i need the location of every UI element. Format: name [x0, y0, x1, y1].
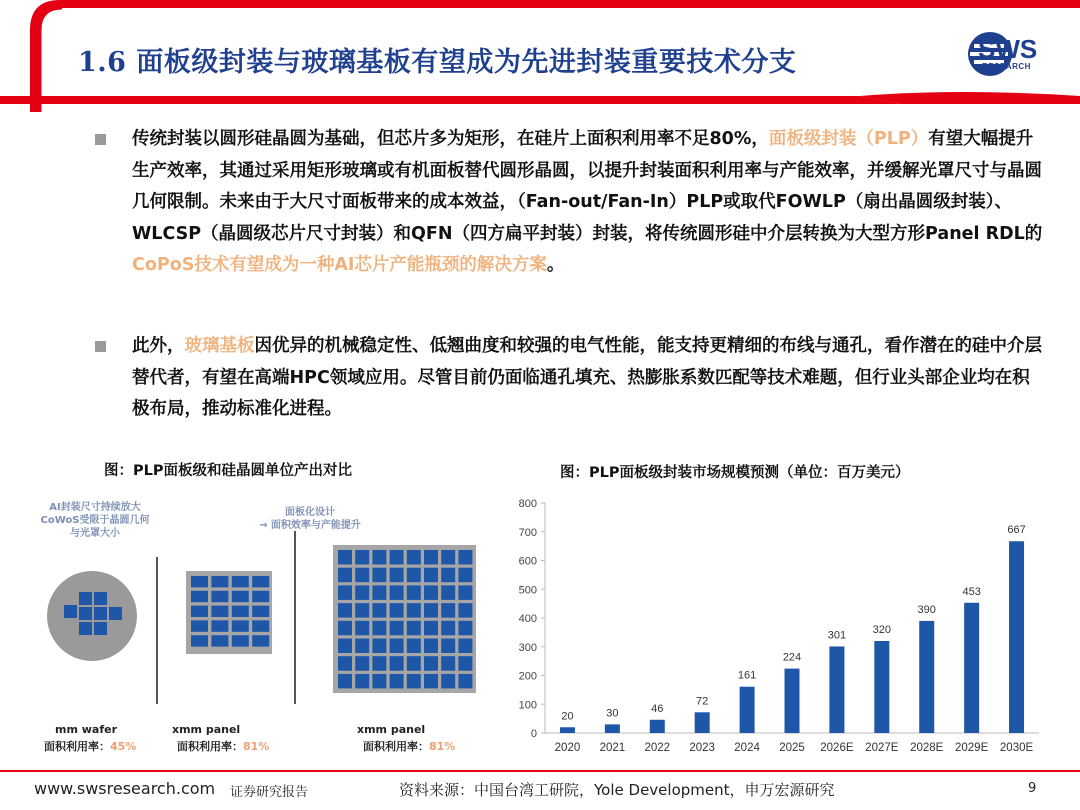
die-cell [191, 606, 208, 617]
bar [1009, 541, 1024, 733]
die-cell [338, 568, 352, 583]
bullet-1-text [132, 124, 1045, 282]
bar [650, 720, 665, 733]
y-tick-label: 300 [518, 641, 537, 654]
die-cell [424, 674, 438, 689]
die-cell [232, 620, 249, 631]
die-cell [390, 621, 404, 636]
bullet-square-icon [95, 134, 106, 145]
bar [874, 641, 889, 733]
bullet-1 [95, 124, 1045, 282]
die-cell [424, 621, 438, 636]
bar [785, 669, 800, 733]
die-cell [407, 550, 421, 565]
die-cell [372, 674, 386, 689]
large-panel-illustration [333, 545, 476, 693]
x-tick-label: 2025 [779, 742, 805, 754]
footer-divider [0, 770, 1080, 772]
die-cell [338, 656, 352, 671]
die-cell [338, 674, 352, 689]
die-cell [211, 576, 228, 587]
large-panel-metric [363, 738, 455, 754]
die-cell [211, 606, 228, 617]
x-tick-label: 2020 [554, 742, 581, 754]
metric-label: 面积利用率： [44, 740, 110, 753]
die-cell [372, 621, 386, 636]
die-cell [407, 656, 421, 671]
die-cell [441, 621, 455, 636]
die-cell [441, 550, 455, 565]
die-cell [232, 591, 249, 602]
bar [695, 712, 710, 733]
body-text: 传统封装以圆形硅晶圆为基础，但芯片多为矩形，在硅片上面积利用率不足80%， [132, 129, 769, 149]
die-cell [191, 576, 208, 587]
metric-value: 45% [110, 740, 137, 753]
die-cell [191, 635, 208, 646]
die-cell [232, 576, 249, 587]
die-cell [252, 635, 269, 646]
y-tick-label: 100 [518, 699, 537, 712]
die-cell [458, 568, 472, 583]
die-cell [372, 550, 386, 565]
large-panel-name: xmm panel [357, 723, 426, 736]
die-cell [232, 635, 249, 646]
die-cell [458, 621, 472, 636]
die-cell [424, 585, 438, 600]
die-cell [441, 656, 455, 671]
bullet-2 [95, 331, 1045, 426]
x-tick-label: 2021 [599, 742, 626, 754]
x-tick-label: 2028E [910, 742, 944, 754]
die-cell [372, 585, 386, 600]
data-label: 453 [962, 585, 981, 598]
die-cell [355, 639, 369, 654]
wafer-name: mm wafer [55, 723, 118, 736]
die-cell [458, 674, 472, 689]
die-cell [441, 674, 455, 689]
data-label: 20 [561, 710, 574, 723]
die-cell [252, 620, 269, 631]
divider-line [294, 531, 296, 704]
data-label: 46 [651, 702, 664, 715]
die-cell [458, 585, 472, 600]
label-line: 与光罩大小 [70, 528, 120, 539]
right-figure-caption: 图：PLP面板级封装市场规模预测（单位：百万美元） [560, 465, 910, 481]
die-cell [424, 656, 438, 671]
footer-source: 资料来源：中国台湾工研院，Yole Development，申万宏源研究 [399, 781, 835, 799]
die-cell [458, 656, 472, 671]
die-cell [407, 621, 421, 636]
die-cell [355, 603, 369, 618]
data-label: 30 [606, 707, 619, 720]
x-tick-label: 2030E [999, 742, 1034, 754]
highlight-text: 玻璃基板 [184, 336, 255, 356]
die-cell [252, 591, 269, 602]
die-cell [407, 568, 421, 583]
die-cell [441, 585, 455, 600]
die-cell [252, 576, 269, 587]
metric-label: 面积利用率： [177, 740, 243, 753]
die-cell [407, 603, 421, 618]
die-cell [338, 621, 352, 636]
die-cell [191, 591, 208, 602]
die-cell [338, 639, 352, 654]
die-cell [458, 639, 472, 654]
die-cell [338, 603, 352, 618]
page-title: 1.6 面板级封装与玻璃基板有望成为先进封装重要技术分支 [78, 47, 797, 78]
die-cell [441, 568, 455, 583]
label-line: AI封装尺寸持续放大 [49, 502, 141, 513]
data-label: 301 [827, 629, 847, 642]
die-cell [355, 550, 369, 565]
body-text: 有望大幅提升生产效率，其通过采用矩形玻璃或有机面板替代圆形晶圆，以提升封装面积利用率与产能效率，并缓解光罩尺寸与晶圆几何限制。未来由于大尺寸面板带来的成本效益，（Fan-out/Fan-In）PLP或取代FOWLP（扇出晶圆级封装）、WLCSP（晶圆级芯片尺寸封装）和QFN（四方扁平封装）封装，将传统圆形硅中介层转换为大型方形Panel RDL的 [132, 129, 1043, 244]
die-cell [211, 635, 228, 646]
die-cell [232, 606, 249, 617]
die-cell [372, 639, 386, 654]
y-tick-label: 600 [518, 555, 537, 568]
die-cell [407, 674, 421, 689]
die-cell [390, 603, 404, 618]
data-label: 667 [1007, 524, 1026, 537]
y-tick-label: 500 [518, 584, 537, 597]
die-cell [424, 603, 438, 618]
plp-market-bar-chart [505, 493, 1050, 763]
label-line: CoWoS受限于晶圆几何 [40, 515, 150, 526]
die-cell [390, 585, 404, 600]
x-tick-label: 2027E [865, 742, 899, 754]
bar [919, 621, 934, 733]
body-text: 。 [546, 255, 565, 275]
die-cell [390, 639, 404, 654]
die-cell [191, 620, 208, 631]
die-cell [355, 674, 369, 689]
x-tick-label: 2026E [820, 742, 854, 754]
y-tick-label: 200 [518, 670, 537, 683]
data-label: 224 [782, 651, 802, 664]
body-text: 因优异的机械稳定性、低翘曲度和较强的电气性能，能支持更精细的布线与通孔，看作潜在的硅中介层替代者，有望在高端HPC领域应用。尽管目前仍面临通孔填充、热膨胀系数匹配等技术难题，但行业头部企业均在积极布局，推动标准化进程。 [132, 336, 1042, 419]
metric-label: 面积利用率： [363, 740, 429, 753]
x-tick-label: 2024 [734, 742, 760, 754]
bar [605, 724, 620, 733]
die-cell [390, 550, 404, 565]
label-line: 面板化设计 [285, 507, 335, 518]
bar [560, 727, 575, 733]
footer-page-number: 9 [1028, 781, 1037, 796]
die-cell [355, 656, 369, 671]
die-cell [390, 656, 404, 671]
divider-line [156, 557, 158, 704]
die-cell [252, 606, 269, 617]
die-cell [211, 620, 228, 631]
bullet-2-text [132, 331, 1045, 426]
left-figure-caption: 图：PLP面板级和硅晶圆单位产出对比 [104, 463, 352, 479]
bar [964, 603, 979, 733]
metric-value: 81% [243, 740, 270, 753]
y-tick-label: 800 [518, 498, 537, 510]
die-cell [390, 568, 404, 583]
die-cell [338, 585, 352, 600]
bullet-square-icon [95, 341, 106, 352]
die-cell [372, 656, 386, 671]
y-tick-label: 700 [518, 526, 537, 539]
data-label: 320 [872, 624, 891, 636]
highlight-text: CoPoS技术有望成为一种AI芯片产能瓶颈的解决方案 [132, 255, 547, 275]
data-label: 161 [737, 669, 757, 682]
die-cell [211, 591, 228, 602]
label-line: → 面积效率与产能提升 [259, 520, 361, 531]
die-cell [407, 639, 421, 654]
die-cell [338, 550, 352, 565]
logo-subtext: RESEARCH [982, 62, 1031, 71]
data-label: 72 [696, 695, 709, 708]
die-cell [372, 568, 386, 583]
small-panel-illustration [186, 571, 272, 654]
die-cell [424, 550, 438, 565]
y-tick-label: 400 [518, 613, 537, 625]
y-tick-label: 0 [530, 728, 537, 740]
die-cell [372, 603, 386, 618]
diagram-label-left [20, 501, 170, 540]
wafer-illustration [44, 568, 140, 664]
die-cell [458, 603, 472, 618]
highlight-text: 面板级封装（PLP） [768, 129, 929, 149]
die-cell [424, 639, 438, 654]
body-text: 此外， [132, 336, 185, 356]
die-cell [355, 568, 369, 583]
small-panel-metric [177, 738, 269, 754]
x-tick-label: 2023 [689, 742, 715, 754]
die-cell [441, 603, 455, 618]
footer-website[interactable]: www.swsresearch.com [34, 779, 216, 798]
diagram-label-mid [240, 506, 380, 532]
wafer-metric [44, 738, 136, 754]
footer-report-type: 证券研究报告 [230, 785, 309, 800]
x-tick-label: 2022 [644, 742, 671, 754]
die-cell [390, 674, 404, 689]
bar [829, 646, 844, 733]
metric-value: 81% [429, 740, 456, 753]
die-cell [441, 639, 455, 654]
bar [740, 687, 755, 733]
data-label: 390 [917, 603, 936, 616]
logo-text: SWS [978, 34, 1038, 64]
small-panel-name: xmm panel [172, 723, 241, 736]
die-cell [355, 585, 369, 600]
x-tick-label: 2029E [955, 742, 989, 754]
die-cell [355, 621, 369, 636]
die-cell [458, 550, 472, 565]
die-cell [424, 568, 438, 583]
die-cell [407, 585, 421, 600]
